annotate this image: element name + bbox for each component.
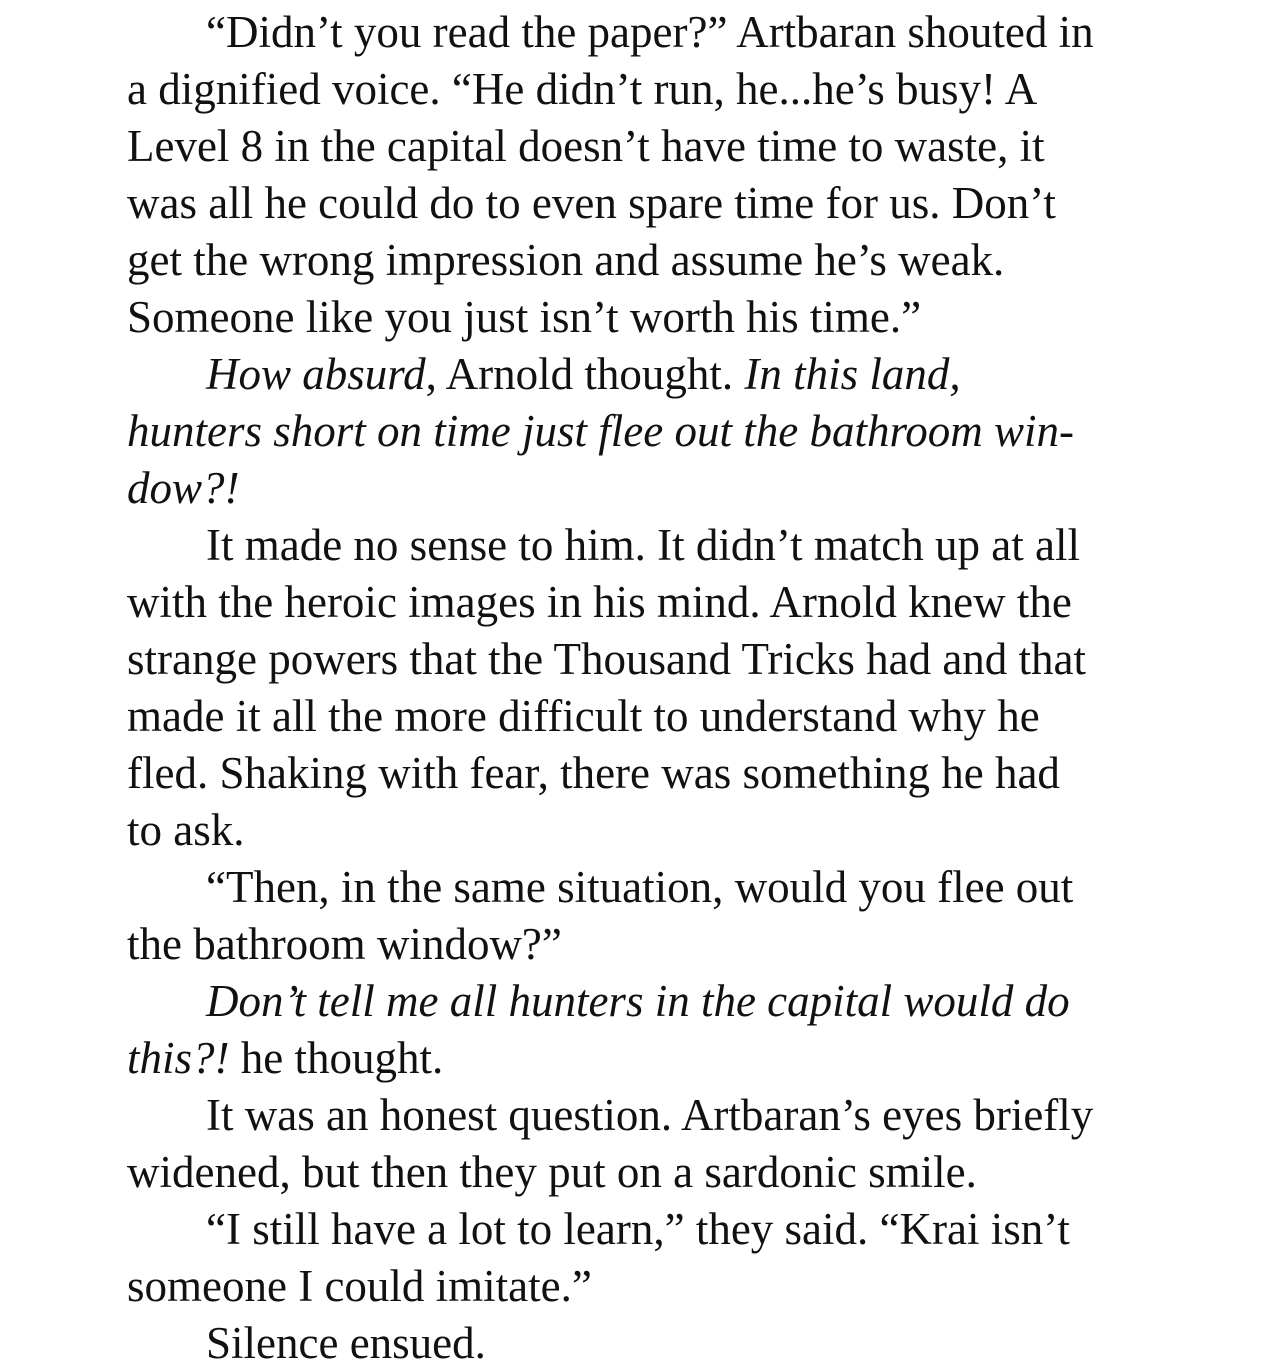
text-span: Someone like you just isn’t worth his time.” <box>127 292 922 342</box>
text-line <box>127 631 1167 688</box>
text-span: , Arnold thought. <box>425 349 745 399</box>
text-line <box>127 688 1167 745</box>
italic-text-span: Don’t tell me all hunters in the capital would do <box>206 976 1070 1026</box>
text-span: “Then, in the same situation, would you flee out <box>206 862 1074 912</box>
text-span: to ask. <box>127 805 245 855</box>
text-line <box>127 859 1167 916</box>
italic-text-span: hunters short on time just flee out the bathroom win- <box>127 406 1075 456</box>
text-span: with the heroic images in his mind. Arnold knew the <box>127 577 1072 627</box>
text-line <box>127 916 1167 973</box>
text-span: It was an honest question. Artbaran’s eyes briefly <box>206 1090 1094 1140</box>
text-span: get the wrong impression and assume he’s weak. <box>127 235 1005 285</box>
text-line <box>127 1144 1167 1201</box>
text-line <box>127 175 1167 232</box>
text-span: strange powers that the Thousand Tricks had and that <box>127 634 1087 684</box>
text-line <box>127 403 1167 460</box>
text-line <box>127 232 1167 289</box>
text-span: fled. Shaking with fear, there was something he had <box>127 748 1060 798</box>
text-line <box>127 289 1167 346</box>
text-line <box>127 1258 1167 1315</box>
text-line <box>127 574 1167 631</box>
text-span: made it all the more difficult to understand why he <box>127 691 1040 741</box>
text-line <box>127 973 1167 1030</box>
text-span: widened, but then they put on a sardonic smile. <box>127 1147 977 1197</box>
text-span: he thought. <box>229 1033 444 1083</box>
text-line <box>127 802 1167 859</box>
text-span: “Didn’t you read the paper?” Artbaran shouted in <box>206 7 1094 57</box>
text-line <box>127 346 1167 403</box>
text-line <box>127 61 1167 118</box>
text-line <box>127 745 1167 802</box>
text-line <box>127 1201 1167 1258</box>
text-line <box>127 517 1167 574</box>
text-span: a dignified voice. “He didn’t run, he...he’s busy! A <box>127 64 1038 114</box>
italic-text-span: this?! <box>127 1033 230 1083</box>
text-body <box>127 4 1167 1372</box>
text-line <box>127 1315 1167 1372</box>
text-span: “I still have a lot to learn,” they said. “Krai isn’t <box>206 1204 1070 1254</box>
text-span: Silence ensued. <box>206 1318 486 1368</box>
text-line <box>127 1087 1167 1144</box>
text-span: the bathroom window?” <box>127 919 562 969</box>
text-span: was all he could do to even spare time for us. Don’t <box>127 178 1056 228</box>
text-line <box>127 118 1167 175</box>
book-page <box>127 4 1167 1372</box>
text-span: Level 8 in the capital doesn’t have time to waste, it <box>127 121 1045 171</box>
text-span: someone I could imitate.” <box>127 1261 592 1311</box>
italic-text-span: In this land, <box>744 349 961 399</box>
text-span: It made no sense to him. It didn’t match up at all <box>206 520 1080 570</box>
italic-text-span: dow?! <box>127 463 240 513</box>
text-line <box>127 4 1167 61</box>
text-line <box>127 1030 1167 1087</box>
italic-text-span: How absurd <box>206 349 426 399</box>
text-line <box>127 460 1167 517</box>
